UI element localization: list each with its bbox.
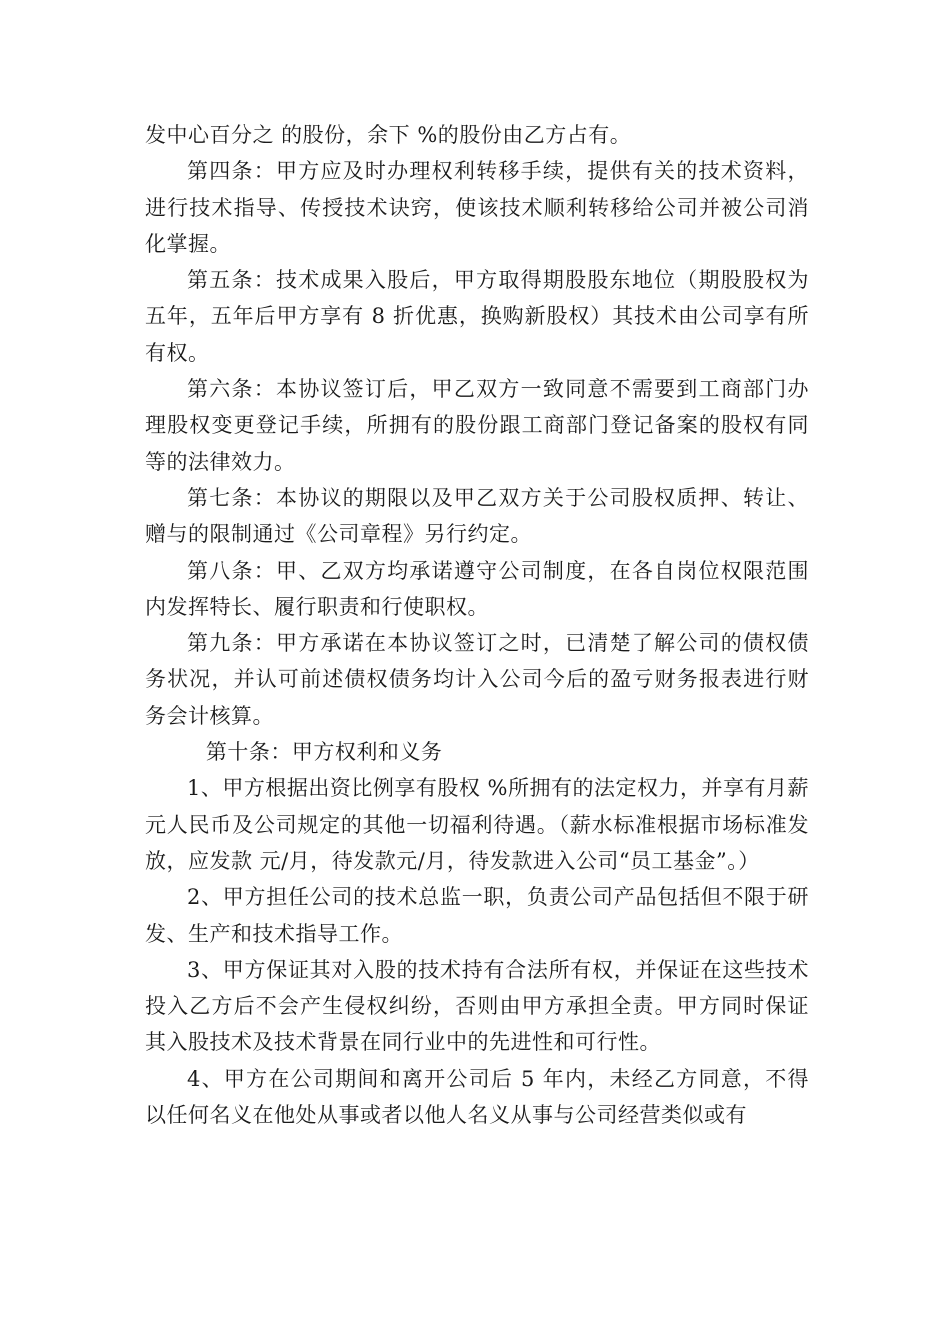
- clause-1: 1、甲方根据出资比例享有股权 %所拥有的法定权力，并享有月薪元人民币及公司规定的其他一切福利待遇。（薪水标准根据市场标准发放，应发款 元/月，待发款元/月，待发款进入公司“员工基金”。）: [145, 776, 809, 873]
- article-7: 第七条：本协议的期限以及甲乙双方关于公司股权质押、转让、赠与的限制通过《公司章程》另行约定。: [145, 485, 809, 547]
- article-10-heading: 第十条：甲方权利和义务: [205, 740, 443, 765]
- article-5: 第五条：技术成果入股后，甲方取得期股股东地位（期股股权为五年，五年后甲方享有 8 折优惠，换购新股权）其技术由公司享有所有权。: [145, 268, 809, 365]
- document-body: [145, 117, 809, 1133]
- article-8: 第八条：甲、乙双方均承诺遵守公司制度，在各自岗位权限范围内发挥特长、履行职责和行使职权。: [145, 558, 809, 619]
- clause-2: 2、甲方担任公司的技术总监一职，负责公司产品包括但不限于研发、生产和技术指导工作。: [145, 885, 809, 946]
- clause-4: 4、甲方在公司期间和离开公司后 5 年内，未经乙方同意，不得以任何名义在他处从事或者以他人名义从事与公司经营类似或有: [145, 1066, 809, 1128]
- article-6: 第六条：本协议签订后，甲乙双方一致同意不需要到工商部门办理股权变更登记手续，所拥有的股份跟工商部门登记备案的股权有同等的法律效力。: [145, 377, 809, 474]
- paragraph-continuation: 发中心百分之 的股份，余下 %的股份由乙方占有。: [145, 123, 632, 147]
- article-4: 第四条：甲方应及时办理权利转移手续，提供有关的技术资料，进行技术指导、传授技术诀窍，使该技术顺利转移给公司并被公司消化掌握。: [145, 159, 809, 256]
- clause-3: 3、甲方保证其对入股的技术持有合法所有权，并保证在这些技术投入乙方后不会产生侵权纠纷，否则由甲方承担全责。甲方同时保证其入股技术及技术背景在同行业中的先进性和可行性。: [145, 957, 809, 1055]
- article-9: 第九条：甲方承诺在本协议签订之时，已清楚了解公司的债权债务状况，并认可前述债权债务均计入公司今后的盈亏财务报表进行财务会计核算。: [145, 631, 809, 728]
